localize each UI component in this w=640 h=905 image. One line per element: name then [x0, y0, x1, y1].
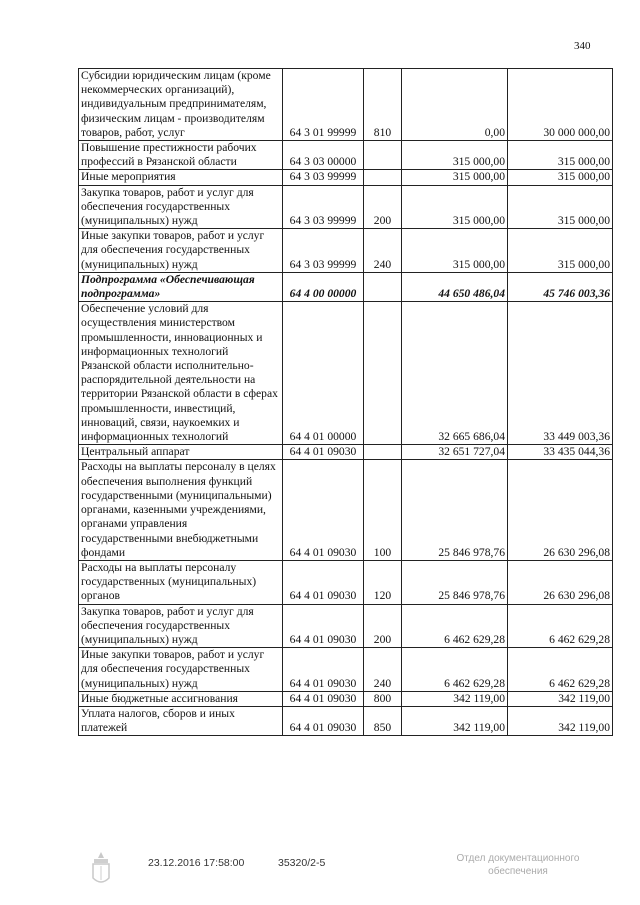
row-sum-1: 32 665 686,04: [402, 302, 508, 445]
row-name: Иные закупки товаров, работ и услуг для обеспечения государственных (муниципальных) нужд: [79, 229, 283, 273]
row-name: Иные мероприятия: [79, 170, 283, 185]
table-row: [79, 604, 613, 648]
row-sum-1: 315 000,00: [402, 141, 508, 170]
table-row: [79, 170, 613, 185]
row-sum-1: 32 651 727,04: [402, 445, 508, 460]
budget-table: [78, 68, 613, 736]
row-type: 240: [364, 648, 402, 692]
row-code: 64 4 01 09030: [283, 604, 364, 648]
row-sum-1: 6 462 629,28: [402, 604, 508, 648]
row-code: 64 4 01 09030: [283, 706, 364, 735]
coat-of-arms-icon: [88, 850, 114, 890]
table-row: [79, 691, 613, 706]
row-sum-1: 0,00: [402, 69, 508, 141]
row-name: Субсидии юридическим лицам (кроме некоммерческих организаций), индивидуальным предпринимателям, физическим лицам - производителям товаров, работ, услуг: [79, 69, 283, 141]
table-row: [79, 141, 613, 170]
row-code: 64 4 01 09030: [283, 460, 364, 560]
row-code: 64 3 03 00000: [283, 141, 364, 170]
table-row: [79, 69, 613, 141]
table-row: [79, 185, 613, 229]
row-type: 120: [364, 560, 402, 604]
row-sum-2: 30 000 000,00: [508, 69, 613, 141]
row-sum-2: 33 449 003,36: [508, 302, 613, 445]
row-name: Подпрограмма «Обеспечивающая подпрограмма»: [79, 272, 283, 301]
row-name: Расходы на выплаты персоналу государственных (муниципальных) органов: [79, 560, 283, 604]
row-name: Закупка товаров, работ и услуг для обеспечения государственных (муниципальных) нужд: [79, 604, 283, 648]
row-sum-1: 315 000,00: [402, 170, 508, 185]
row-code: 64 4 01 00000: [283, 302, 364, 445]
row-sum-2: 342 119,00: [508, 706, 613, 735]
row-sum-1: 315 000,00: [402, 229, 508, 273]
row-name: Расходы на выплаты персоналу в целях обеспечения выполнения функций государственными (муниципальными) органами, казенными учреждениями, органами управления государственными внебюджетными фондами: [79, 460, 283, 560]
row-sum-1: 25 846 978,76: [402, 460, 508, 560]
row-sum-1: 342 119,00: [402, 691, 508, 706]
row-type: [364, 272, 402, 301]
row-type: 240: [364, 229, 402, 273]
row-name: Закупка товаров, работ и услуг для обеспечения государственных (муниципальных) нужд: [79, 185, 283, 229]
table-row: [79, 560, 613, 604]
row-type: [364, 170, 402, 185]
row-code: 64 4 01 09030: [283, 445, 364, 460]
row-type: 850: [364, 706, 402, 735]
row-sum-1: 25 846 978,76: [402, 560, 508, 604]
row-code: 64 4 00 00000: [283, 272, 364, 301]
row-sum-2: 315 000,00: [508, 229, 613, 273]
row-sum-2: 6 462 629,28: [508, 604, 613, 648]
table-row: [79, 272, 613, 301]
row-name: Обеспечение условий для осуществления министерством промышленности, инновационных и информационных технологий Рязанской области исполнительно-распорядительной деятельности на территории Рязанской области в сферах промышленности, инвестиций, инноваций, связи, наукоемких и информационных технологий: [79, 302, 283, 445]
row-sum-2: 342 119,00: [508, 691, 613, 706]
row-sum-2: 315 000,00: [508, 185, 613, 229]
footer-doc-number: 35320/2-5: [278, 857, 326, 869]
row-code: 64 3 03 99999: [283, 170, 364, 185]
row-type: 200: [364, 604, 402, 648]
table-row: [79, 706, 613, 735]
row-type: 100: [364, 460, 402, 560]
row-name: Иные бюджетные ассигнования: [79, 691, 283, 706]
row-sum-1: 44 650 486,04: [402, 272, 508, 301]
row-code: 64 4 01 09030: [283, 648, 364, 692]
row-code: 64 4 01 09030: [283, 560, 364, 604]
row-code: 64 3 03 99999: [283, 185, 364, 229]
row-type: [364, 141, 402, 170]
row-code: 64 3 03 99999: [283, 229, 364, 273]
row-sum-2: 33 435 044,36: [508, 445, 613, 460]
row-type: [364, 445, 402, 460]
page-number: 340: [574, 40, 591, 52]
row-sum-2: 26 630 296,08: [508, 560, 613, 604]
table-row: [79, 648, 613, 692]
row-name: Иные закупки товаров, работ и услуг для обеспечения государственных (муниципальных) нужд: [79, 648, 283, 692]
row-code: 64 3 01 99999: [283, 69, 364, 141]
row-type: 200: [364, 185, 402, 229]
row-sum-2: 6 462 629,28: [508, 648, 613, 692]
row-name: Уплата налогов, сборов и иных платежей: [79, 706, 283, 735]
row-sum-1: 6 462 629,28: [402, 648, 508, 692]
row-type: 810: [364, 69, 402, 141]
row-sum-2: 315 000,00: [508, 170, 613, 185]
row-sum-1: 342 119,00: [402, 706, 508, 735]
row-type: 800: [364, 691, 402, 706]
office-stamp: Отдел документационного обеспечения: [456, 853, 580, 877]
row-name: Центральный аппарат: [79, 445, 283, 460]
table-row: [79, 460, 613, 560]
row-sum-2: 26 630 296,08: [508, 460, 613, 560]
table-row: [79, 445, 613, 460]
footer-datetime: 23.12.2016 17:58:00: [148, 857, 245, 869]
row-sum-2: 315 000,00: [508, 141, 613, 170]
row-code: 64 4 01 09030: [283, 691, 364, 706]
row-sum-1: 315 000,00: [402, 185, 508, 229]
table-row: [79, 229, 613, 273]
row-name: Повышение престижности рабочих профессий в Рязанской области: [79, 141, 283, 170]
budget-table-body: [79, 69, 613, 736]
table-row: [79, 302, 613, 445]
row-sum-2: 45 746 003,36: [508, 272, 613, 301]
row-type: [364, 302, 402, 445]
